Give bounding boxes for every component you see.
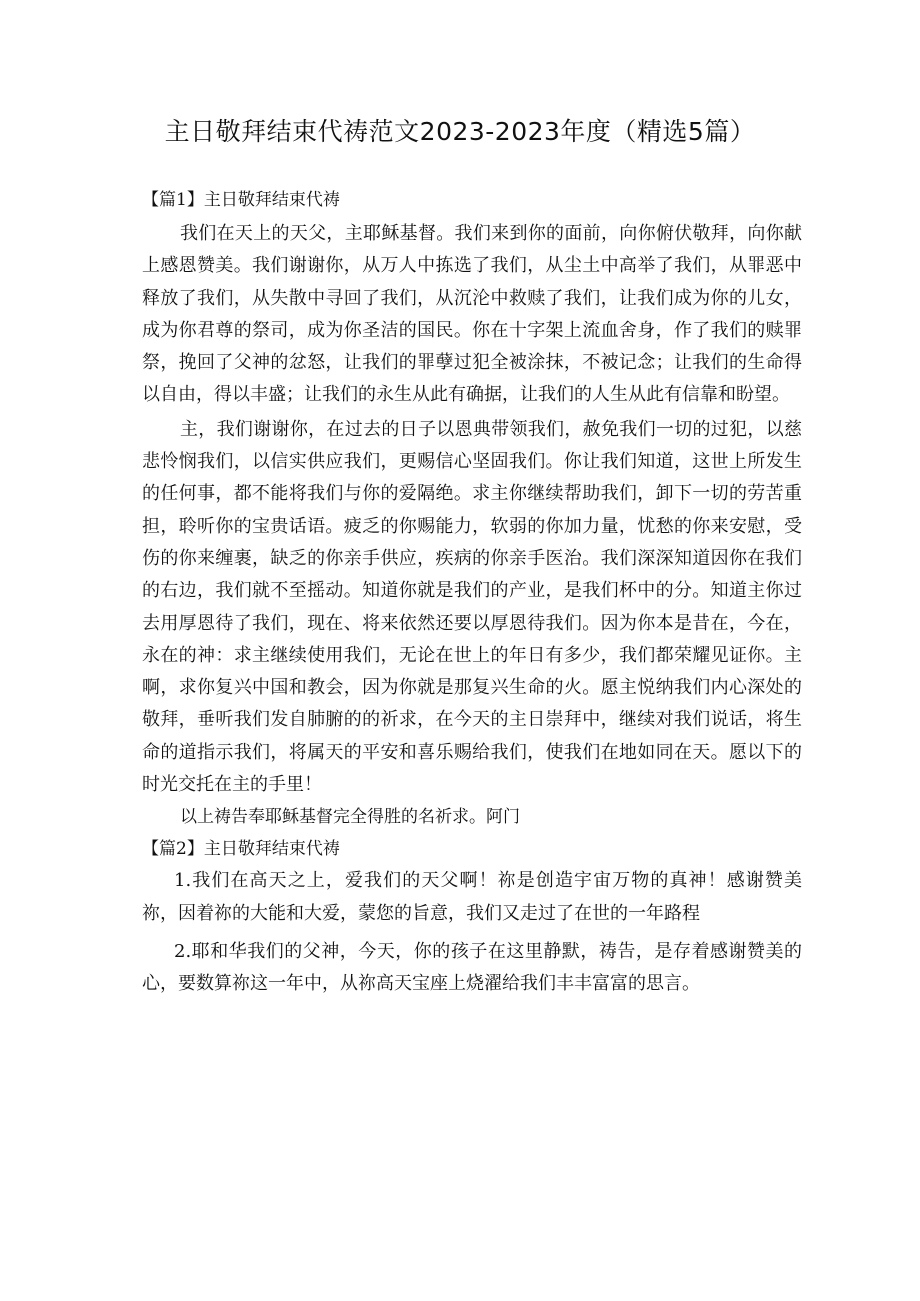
document-body (142, 184, 802, 1001)
document-title: 主日敬拜结束代祷范文2023-2023年度（精选5篇） (164, 117, 756, 146)
section-1-closing: 以上祷告奉耶稣基督完全得胜的名祈求。阿门 (180, 807, 520, 828)
section-2-item-2: 2.耶和华我们的父神，今天，你的孩子在这里静默，祷告，是存着感谢赞美的心，要数算祢这一年中，从祢高天宝座上烧濯给我们丰丰富富的思言。 (142, 940, 802, 995)
section-heading-1: 【篇1】主日敬拜结束代祷 (142, 190, 340, 210)
section-heading-2: 【篇2】主日敬拜结束代祷 (142, 839, 340, 860)
section-2-item-1: 1.我们在高天之上，爱我们的天父啊！祢是创造宇宙万物的真神！感谢赞美祢，因着祢的大能和大爱，蒙您的旨意，我们又走过了在世的一年路程 (142, 870, 802, 924)
section-1-paragraph-2: 主，我们谢谢你，在过去的日子以恩典带领我们，赦免我们一切的过犯，以慈悲怜悯我们，以信实供应我们，更赐信心坚固我们。你让我们知道，这世上所发生的任何事，都不能将我们与你的爱隔绝。求主你继续帮助我们，卸下一切的劳苦重担，聆听你的宝贵话语。疲乏的你赐能力，软弱的你加力量，忧愁的你来安慰，受伤的你来缠裹，缺乏的你亲手供应，疾病的你亲手医治。我们深深知道因你在我们的右边，我们就不至摇动。知道你就是我们的产业，是我们杯中的分。知道主你过去用厚恩待了我们，现在、将来依然还要以厚恩待我们。因为你本是昔在，今在，永在的神：求主继续使用我们，无论在世上的年日有多少，我们都荣耀见证你。主啊，求你复兴中国和教会，因为你就是那复兴生命的火。愿主悦纳我们内心深处的敬拜，垂听我们发自肺腑的的祈求，在今天的主日崇拜中，继续对我们说话，将生命的道指示我们，将属天的平安和喜乐赐给我们，使我们在地如同在天。愿以下的时光交托在主的手里！ (142, 418, 802, 796)
section-1-paragraph-1: 我们在天上的天父，主耶稣基督。我们来到你的面前，向你俯伏敬拜，向你献上感恩赞美。我们谢谢你，从万人中拣选了我们，从尘土中高举了我们，从罪恶中释放了我们，从失散中寻回了我们，从沉沦中救赎了我们，让我们成为你的儿女，成为你君尊的祭司，成为你圣洁的国民。你在十字架上流血舍身，作了我们的赎罪祭，挽回了父神的忿怒，让我们的罪孽过犯全被涂抹，不被记念；让我们的生命得以自由，得以丰盛；让我们的永生从此有确据，让我们的人生从此有信靠和盼望。 (142, 223, 802, 406)
